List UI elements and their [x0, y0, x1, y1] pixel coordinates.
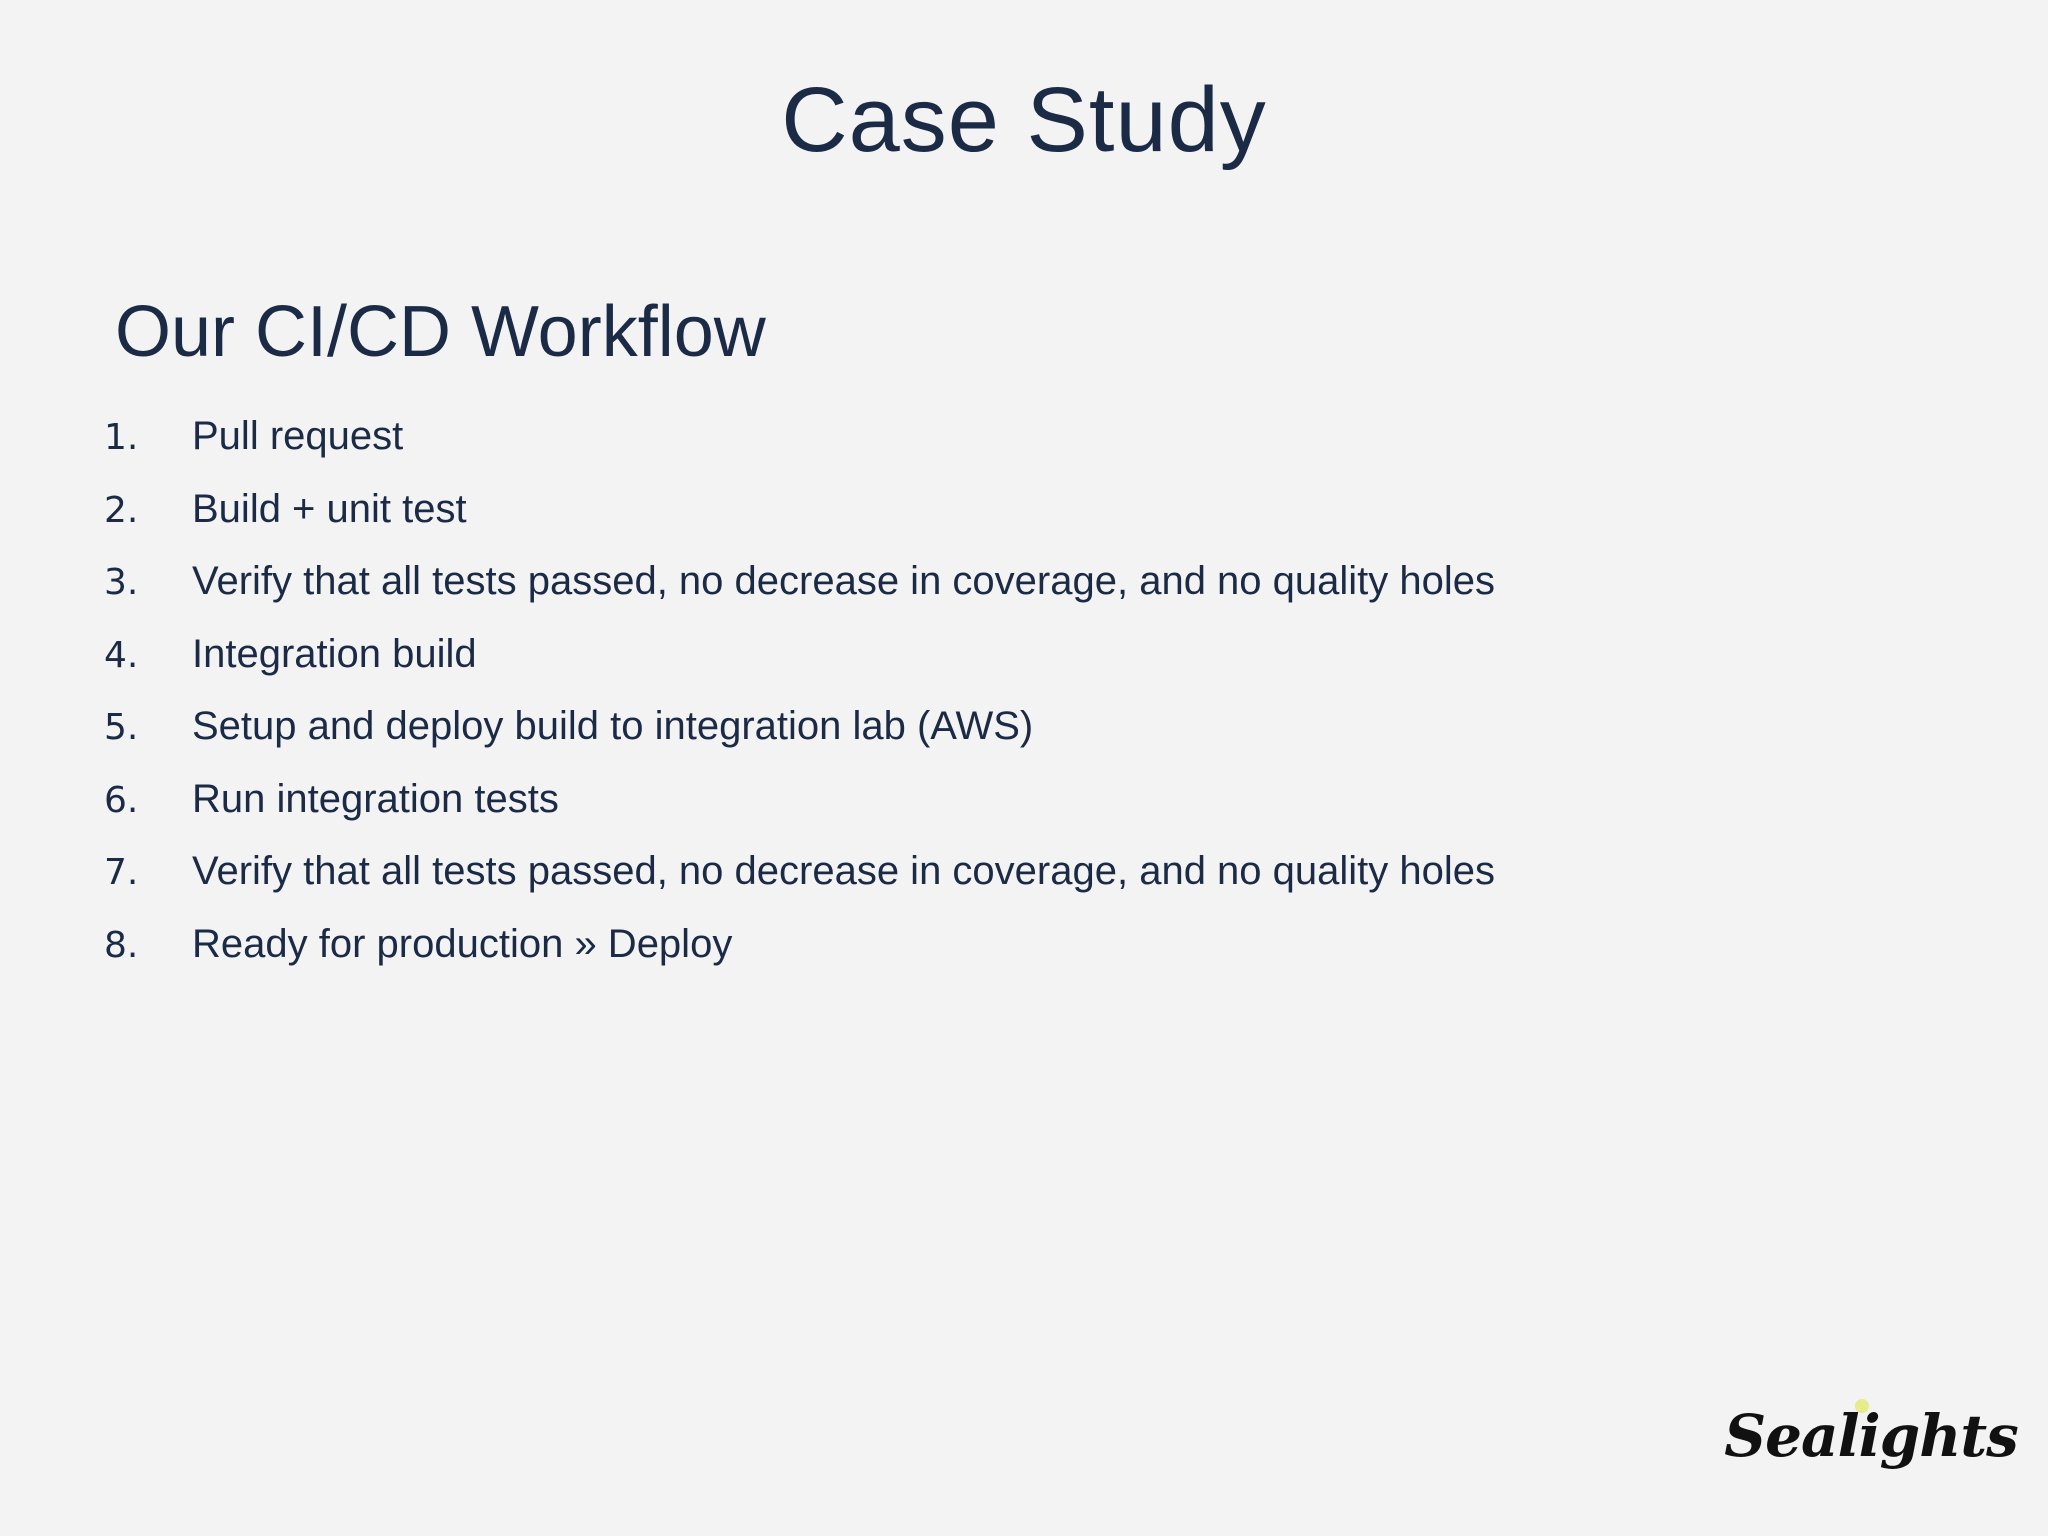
workflow-step-1: [104, 414, 1495, 487]
workflow-step-3: [104, 559, 1495, 632]
step-number: 4.: [104, 634, 139, 676]
step-text: Setup and deploy build to integration lab (AWS): [192, 704, 1034, 748]
step-text: Pull request: [192, 414, 404, 458]
step-number: 3.: [104, 562, 139, 603]
section-heading: Our CI/CD Workflow: [115, 292, 766, 372]
step-text: Verify that all tests passed, no decrease in coverage, and no quality holes: [192, 559, 1496, 603]
step-text: Build + unit test: [192, 486, 467, 531]
sealights-logo: [1724, 1384, 2018, 1494]
slide-title: Case Study: [781, 69, 1267, 171]
workflow-step-4: [104, 632, 1495, 705]
workflow-step-6: [104, 777, 1495, 850]
step-number: 7.: [104, 852, 139, 893]
step-text: Run integration tests: [192, 776, 559, 821]
workflow-steps-list: [104, 414, 1495, 994]
logo-wordmark: Sealights: [1724, 1402, 2018, 1470]
step-text: Integration build: [192, 631, 477, 676]
workflow-step-8: [104, 922, 1495, 995]
step-number: 5.: [104, 707, 139, 748]
step-text: Verify that all tests passed, no decrease in coverage, and no quality holes: [192, 849, 1496, 893]
workflow-step-2: [104, 487, 1495, 560]
workflow-step-7: [104, 849, 1495, 922]
step-number: 2.: [104, 489, 139, 531]
step-text: Ready for production » Deploy: [192, 921, 733, 966]
step-number: 1.: [104, 417, 139, 458]
step-number: 6.: [104, 779, 139, 821]
workflow-step-5: [104, 704, 1495, 777]
step-number: 8.: [104, 924, 139, 966]
